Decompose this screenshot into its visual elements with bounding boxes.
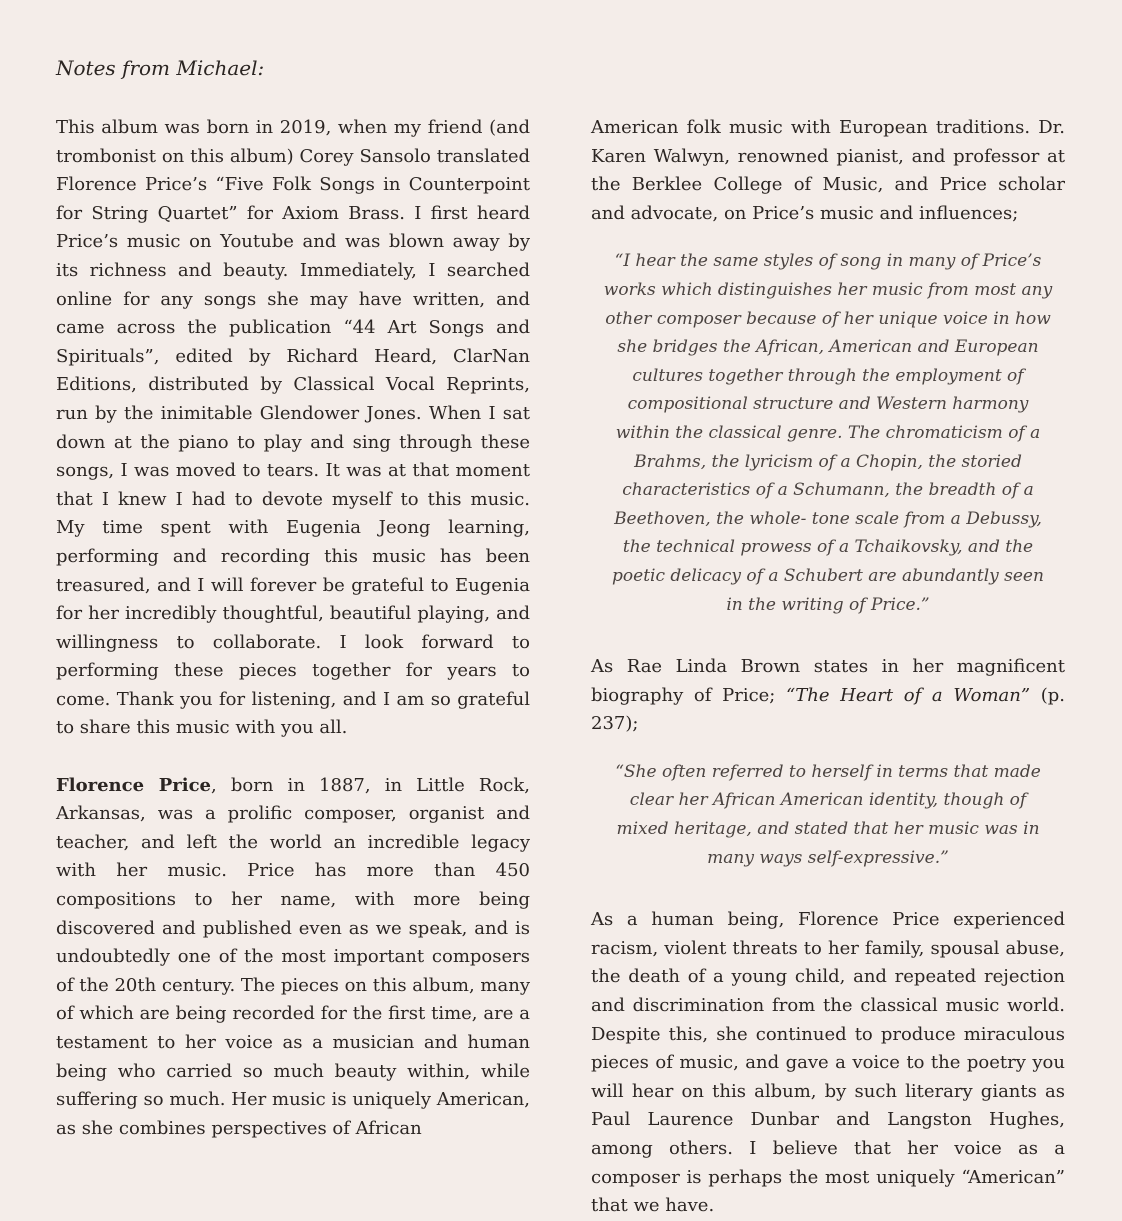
brown-paragraph [591,653,1065,739]
walwyn-quote: “I hear the same styles of song in many of Price’s works which distinguishes her music from most any other composer because of her unique voice in how she bridges the African, American and European cultures together through the employment of compositional structure and Western harmony within the classical genre. The chromaticism of a Brahms, the lyricism of a Chopin, the storied characteristics of a Schumann, the breadth of a Beethoven, the whole- tone scale from a Debussy, the technical prowess of a Tchaikovsky, and the poetic delicacy of a Schubert are abundantly seen in the writing of Price.” [603,251,1053,615]
right-column [591,114,1065,1221]
left-column [56,114,530,1143]
notes-heading: Notes from Michael: [56,56,265,80]
brown-quote: “She often referred to herself in terms that made clear her African American identity, though of mixed heritage, and stated that her music was in many ways self-expressive.” [615,761,1041,868]
closing-paragraph: As a human being, Florence Price experienced racism, violent threats to her family, spousal abuse, the death of a young child, and repeated rejection and discrimination from the classical music world. Despite this, she continued to produce miraculous pieces of music, and gave a voice to the poetry you will hear on this album, by such literary giants as Paul Laurence Dunbar and Langston Hughes, among others. I believe that her voice as a composer is perhaps the most uniquely “American” that we have. [591,909,1065,1217]
continuation-paragraph: American folk music with European traditions. Dr. Karen Walwyn, renowned pianist, and professor at the Berklee College of Music, and Price scholar and advocate, on Price’s music and influences; [591,117,1065,224]
bio-text: , born in 1887, in Little Rock, Arkansas, was a prolific composer, organist and teacher, and left the world an incredible legacy with her music. Price has more than 450 compositions to her name, with more being discovered and published even as we speak, and is undoubtedly one of the most important composers of the 20th century. The pieces on this album, many of which are being recorded for the first time, are a testament to her voice as a musician and human being who carried so much beauty within, while suffering so much. Her music is uniquely American, as she combines perspectives of African [56,774,531,1139]
book-title: “The Heart of a Woman” [786,684,1031,706]
bio-paragraph [56,772,530,1144]
intro-paragraph: This album was born in 2019, when my friend (and trombonist on this album) Corey Sansolo translated Florence Price’s “Five Folk Songs in Counterpoint for String Quartet” for Axiom Brass. I first heard Price’s music on Youtube and was blown away by its richness and beauty. Immediately, I searched online for any songs she may have written, and came across the publication “44 Art Songs and Spirituals”, edited by Richard Heard, ClarNan Editions, distributed by Classical Vocal Reprints, run by the inimitable Glendower Jones. When I sat down at the piano to play and sing through these songs, I was moved to tears. It was at that moment that I knew I had to devote myself to this music. My time spent with Eugenia Jeong learning, performing and recording this music has been treasured, and I will forever be grateful to Eugenia for her incredibly thoughtful, beautiful playing, and willingness to collaborate. I look forward to performing these pieces together for years to come. Thank you for listening, and I am so grateful to share this music with you all. [56,117,530,739]
brown-suffix: (p. 237); [591,684,1065,735]
brown-prefix: As Rae Linda Brown states in her magnificent biography of Price; [591,656,1065,706]
bio-name: Florence Price [56,774,212,796]
